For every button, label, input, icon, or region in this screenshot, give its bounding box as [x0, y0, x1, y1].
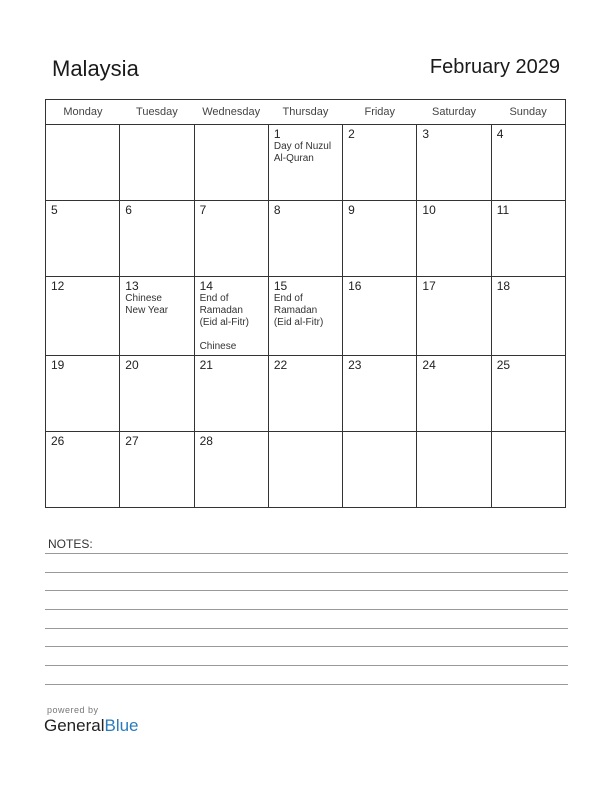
weekday-friday: Friday: [343, 100, 417, 125]
weekday-thursday: Thursday: [268, 100, 342, 125]
week-row-2: [46, 201, 566, 277]
weekday-saturday: Saturday: [417, 100, 491, 125]
powered-by-text: powered by: [47, 705, 99, 715]
brand-blue: Blue: [104, 716, 139, 735]
day-cell: [417, 277, 491, 356]
day-cell: [46, 201, 120, 277]
day-number: 28: [199, 434, 213, 448]
day-number: 26: [51, 434, 65, 448]
day-number: 25: [496, 358, 511, 372]
day-cell: [194, 277, 268, 356]
day-number: 12: [51, 279, 65, 293]
notes-line: [45, 684, 568, 685]
day-number: 24: [422, 358, 436, 372]
notes-line: [45, 609, 568, 610]
day-number: 6: [125, 203, 132, 217]
holiday-label: Chinese New Year: [125, 293, 169, 316]
notes-line: [45, 590, 568, 591]
day-cell: [491, 277, 565, 356]
day-number: 21: [199, 358, 213, 372]
day-number: 23: [348, 358, 362, 372]
day-number: 2: [348, 127, 355, 141]
notes-line: [45, 665, 568, 666]
day-number: 27: [125, 434, 139, 448]
calendar-grid: [45, 99, 566, 508]
day-cell: [194, 356, 268, 432]
day-number: 5: [51, 203, 58, 217]
day-cell: [343, 201, 417, 277]
day-cell: [268, 125, 342, 201]
notes-line: [45, 553, 568, 554]
day-cell: [417, 356, 491, 432]
day-number: 15: [273, 279, 288, 293]
day-cell: [46, 277, 120, 356]
day-number: 20: [125, 358, 139, 372]
brand-general: General: [44, 716, 105, 735]
brand-logo: [44, 716, 139, 736]
day-number: 1: [273, 127, 281, 141]
day-cell: [120, 201, 194, 277]
day-number: 13: [125, 279, 139, 293]
week-row-3: [46, 277, 566, 356]
month-title: February 2029: [429, 56, 560, 78]
day-cell: [268, 201, 342, 277]
day-cell: [343, 356, 417, 432]
day-cell: [46, 356, 120, 432]
day-number: 19: [51, 358, 65, 372]
week-row-5: [46, 432, 566, 508]
day-cell: [268, 432, 342, 508]
holiday-label: End of Ramadan (Eid al-Fitr): [199, 293, 250, 328]
day-number: 16: [348, 279, 362, 293]
day-number: 17: [422, 279, 436, 293]
holiday-label: End of Ramadan (Eid al-Fitr): [273, 293, 324, 328]
day-cell: [417, 201, 491, 277]
day-cell: [268, 277, 342, 356]
weekday-sunday: Sunday: [491, 100, 565, 125]
day-cell: [120, 356, 194, 432]
notes-line: [45, 628, 568, 629]
day-cell: [491, 125, 565, 201]
day-cell: [194, 125, 268, 201]
weekday-tuesday: Tuesday: [120, 100, 194, 125]
day-number: 14: [199, 279, 213, 293]
day-cell: [120, 125, 194, 201]
day-number: 7: [199, 203, 207, 217]
day-cell: [46, 432, 120, 508]
day-cell: [417, 125, 491, 201]
weekday-header-row: [46, 100, 566, 125]
day-number: 9: [348, 203, 355, 217]
weekday-wednesday: Wednesday: [194, 100, 268, 125]
day-number: 8: [273, 203, 281, 217]
day-cell: [343, 277, 417, 356]
day-cell: [417, 432, 491, 508]
day-cell: [194, 201, 268, 277]
notes-label: NOTES:: [48, 537, 93, 551]
day-cell: [120, 277, 194, 356]
notes-line: [45, 646, 568, 647]
notes-line: [45, 572, 568, 573]
day-cell: [194, 432, 268, 508]
day-cell: [120, 432, 194, 508]
day-cell: [343, 125, 417, 201]
weekday-monday: Monday: [46, 100, 120, 125]
day-number: 4: [496, 127, 504, 141]
day-number: 22: [273, 358, 288, 372]
day-cell: [343, 432, 417, 508]
day-number: 10: [422, 203, 436, 217]
week-row-1: [46, 125, 566, 201]
day-cell: [491, 201, 565, 277]
day-number: 11: [496, 203, 510, 217]
holiday-label: Day of Nuzul Al-Quran: [273, 141, 332, 164]
day-cell: [491, 432, 565, 508]
day-number: 3: [422, 127, 430, 141]
day-number: 18: [496, 279, 511, 293]
country-title: Malaysia: [52, 56, 139, 81]
day-cell: [491, 356, 565, 432]
day-cell: [268, 356, 342, 432]
week-row-4: [46, 356, 566, 432]
holiday-label-secondary: Chinese: [199, 341, 237, 352]
day-cell: [46, 125, 120, 201]
